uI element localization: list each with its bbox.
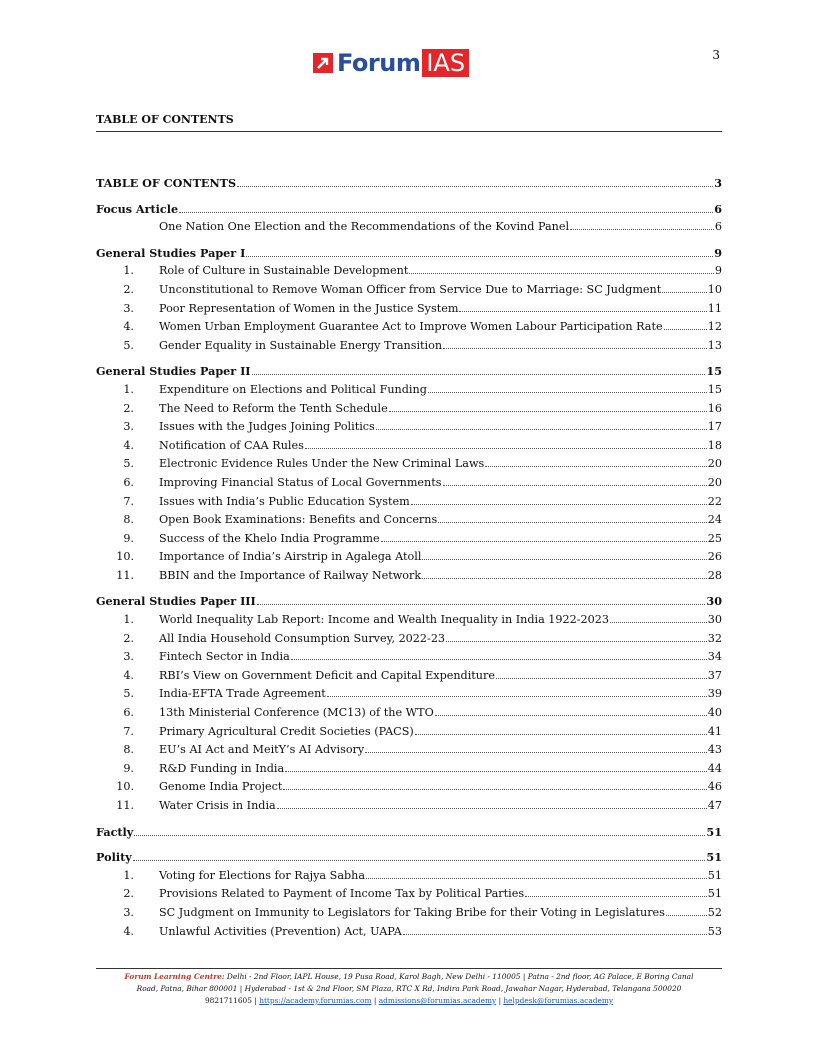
toc-item[interactable] <box>96 725 722 744</box>
toc-entry-title: BBIN and the Importance of Railway Network <box>159 568 422 582</box>
toc-entry-title: Fintech Sector in India <box>159 650 290 664</box>
toc-entry-title: World Inequality Lab Report: Income and Wealth Inequality in India 1922-2023 <box>159 613 610 627</box>
toc-entry-title: Unlawful Activities (Prevention) Act, UAPA <box>159 924 402 938</box>
website-link[interactable]: https://academy.forumias.com <box>259 996 372 1005</box>
toc-item-number: 10. <box>116 780 134 794</box>
toc-entry-title: Gender Equality in Sustainable Energy Transition <box>159 338 443 352</box>
toc-item-number: 1. <box>123 868 134 882</box>
dot-leader <box>570 229 714 230</box>
toc-section-heading[interactable] <box>96 246 722 265</box>
page-title: TABLE OF CONTENTS <box>96 113 234 126</box>
toc-item[interactable] <box>96 513 722 532</box>
footer-label: Forum Learning Centre: <box>124 972 225 981</box>
toc-page-number: 51 <box>707 868 722 882</box>
toc-item-number: 4. <box>123 924 134 938</box>
toc-item-number: 1. <box>123 264 134 278</box>
toc-page-number: 47 <box>707 799 722 812</box>
toc-entry-title: Water Crisis in India <box>159 799 276 812</box>
dot-leader <box>277 808 707 809</box>
section-gap <box>96 843 722 850</box>
toc-item[interactable] <box>96 613 722 632</box>
dot-leader <box>422 578 707 579</box>
toc-page-number: 51 <box>706 850 722 865</box>
footer-separator: | <box>254 996 257 1005</box>
toc-entry-title: Success of the Khelo India Programme <box>159 531 380 545</box>
section-gap <box>96 239 722 246</box>
toc-page-number: 53 <box>707 924 722 938</box>
toc-item[interactable] <box>96 906 722 925</box>
section-gap <box>96 357 722 364</box>
toc-item-number: 2. <box>123 887 134 901</box>
toc-item[interactable] <box>96 457 722 476</box>
toc-item[interactable] <box>96 420 722 439</box>
toc-item-number: 3. <box>123 301 134 315</box>
toc-item[interactable] <box>96 302 722 321</box>
toc-page-number: 10 <box>707 282 722 296</box>
dot-leader <box>411 504 707 505</box>
dot-leader <box>283 789 706 790</box>
toc-item-number: 5. <box>123 338 134 352</box>
toc-page-number: 37 <box>707 668 722 682</box>
toc-page-number: 16 <box>707 401 722 415</box>
dot-leader <box>443 348 707 349</box>
toc-item-number: 8. <box>123 743 134 757</box>
dot-leader <box>438 522 707 523</box>
toc-page-number: 11 <box>707 301 722 315</box>
toc-item[interactable] <box>96 476 722 495</box>
toc-page-number: 28 <box>707 568 722 582</box>
dot-leader <box>133 860 706 861</box>
footer-phone: 9821711605 <box>204 996 252 1005</box>
toc-page-number: 20 <box>707 475 722 489</box>
toc-entry-title: Women Urban Employment Guarantee Act to Improve Women Labour Participation Rate <box>159 320 663 334</box>
toc-item-number: 9. <box>123 531 134 545</box>
toc-entry-title: Genome India Project <box>159 780 283 794</box>
toc-item[interactable] <box>96 439 722 458</box>
toc-entry-title: Improving Financial Status of Local Governments <box>159 475 442 489</box>
toc-entry-title: Factly <box>96 824 134 839</box>
toc-item[interactable] <box>96 402 722 421</box>
toc-section-heading[interactable] <box>96 202 722 221</box>
table-of-contents <box>96 176 722 943</box>
section-gap <box>96 195 722 202</box>
toc-entry-title: Electronic Evidence Rules Under the New Criminal Laws <box>159 457 485 471</box>
dot-leader <box>366 878 707 879</box>
toc-item[interactable] <box>96 550 722 569</box>
dot-leader <box>610 622 707 623</box>
toc-entry-title: Focus Article <box>96 201 179 216</box>
toc-entry-title: TABLE OF CONTENTS <box>96 176 237 190</box>
toc-item[interactable] <box>96 887 722 906</box>
toc-item-number: 10. <box>116 550 134 564</box>
admissions-email-link[interactable]: admissions@forumias.academy <box>378 996 497 1005</box>
dot-leader <box>485 466 706 467</box>
footer-address-line2: Road, Patna, Bihar 800001 | Hyderabad - 1st & 2nd Floor, SM Plaza, RTC X Rd, Indira Park Road, Jawahar Nagar, Hyderabad, Telangana 500020 <box>136 984 682 993</box>
toc-entry-title: RBI’s View on Government Deficit and Capital Expenditure <box>159 668 495 682</box>
dot-leader <box>257 604 706 605</box>
toc-section-heading[interactable] <box>96 850 722 869</box>
toc-page-number: 51 <box>706 824 722 839</box>
toc-item[interactable] <box>96 320 722 339</box>
toc-page-number: 30 <box>707 613 722 627</box>
toc-item[interactable] <box>96 925 722 944</box>
toc-page-number: 46 <box>707 780 722 794</box>
toc-page-number: 41 <box>707 724 722 738</box>
toc-section-heading[interactable] <box>96 364 722 383</box>
dot-leader <box>662 292 706 293</box>
toc-item[interactable] <box>96 220 722 239</box>
toc-item[interactable] <box>96 283 722 302</box>
toc-entry-title: General Studies Paper II <box>96 364 251 379</box>
toc-item[interactable] <box>96 264 722 283</box>
toc-item-number: 2. <box>123 631 134 645</box>
dot-leader <box>291 659 707 660</box>
toc-item[interactable] <box>96 532 722 551</box>
toc-item[interactable] <box>96 706 722 725</box>
toc-page-number: 32 <box>707 631 722 645</box>
toc-entry-title: Importance of India’s Airstrip in Agalega Atoll <box>159 550 422 564</box>
dot-leader <box>252 374 706 375</box>
toc-entry-title: The Need to Reform the Tenth Schedule <box>159 401 388 415</box>
toc-item-number: 5. <box>123 457 134 471</box>
toc-page-number: 20 <box>707 457 722 471</box>
section-gap <box>96 818 722 825</box>
footer-separator: | <box>373 996 377 1005</box>
toc-page-number: 30 <box>706 594 722 609</box>
toc-page-number: 17 <box>707 420 722 434</box>
dot-leader <box>525 896 707 897</box>
toc-item[interactable] <box>96 780 722 799</box>
toc-page-number: 22 <box>707 494 722 508</box>
toc-item-number: 3. <box>123 905 134 919</box>
dot-leader <box>389 411 707 412</box>
dot-leader <box>496 678 707 679</box>
toc-entry-title: SC Judgment on Immunity to Legislators for Taking Bribe for their Voting in Legislatures <box>159 905 665 919</box>
header-divider <box>96 131 722 132</box>
toc-page-number: 6 <box>714 201 722 216</box>
toc-section-heading[interactable] <box>96 176 722 195</box>
toc-entry-title: Issues with the Judges Joining Politics <box>159 420 375 434</box>
toc-item-number: 4. <box>123 438 134 452</box>
toc-item-number: 5. <box>123 687 134 701</box>
helpdesk-email-link[interactable]: helpdesk@forumias.academy <box>503 996 614 1005</box>
toc-item[interactable] <box>96 632 722 651</box>
dot-leader <box>435 715 707 716</box>
toc-entry-title: Primary Agricultural Credit Societies (PACS) <box>159 724 414 738</box>
section-gap <box>96 587 722 594</box>
toc-item-number: 1. <box>123 382 134 396</box>
toc-entry-title: 13th Ministerial Conference (MC13) of the WTO <box>159 706 434 720</box>
toc-page-number: 6 <box>714 220 722 234</box>
toc-item-number: 7. <box>123 724 134 738</box>
footer <box>96 971 722 1007</box>
toc-item-number: 4. <box>123 668 134 682</box>
toc-page-number: 15 <box>706 364 722 379</box>
dot-leader <box>134 835 705 836</box>
toc-page-number: 12 <box>707 320 722 334</box>
toc-item-number: 3. <box>123 650 134 664</box>
toc-item[interactable] <box>96 383 722 402</box>
toc-page-number: 26 <box>707 550 722 564</box>
dot-leader <box>381 541 707 542</box>
toc-page-number: 15 <box>707 382 722 396</box>
toc-item-number: 4. <box>123 320 134 334</box>
toc-item-number: 11. <box>116 799 134 812</box>
toc-page-number: 3 <box>714 176 722 190</box>
footer-divider <box>96 968 722 969</box>
dot-leader <box>664 329 707 330</box>
toc-entry-title: Notification of CAA Rules <box>159 438 304 452</box>
toc-page-number: 39 <box>707 687 722 701</box>
toc-item[interactable] <box>96 650 722 669</box>
dot-leader <box>428 392 707 393</box>
toc-entry-title: General Studies Paper III <box>96 594 256 609</box>
toc-item[interactable] <box>96 799 722 818</box>
toc-item-number: 11. <box>116 568 134 582</box>
toc-item-number: 3. <box>123 420 134 434</box>
toc-entry-title: Poor Representation of Women in the Justice System <box>159 301 459 315</box>
toc-page-number: 25 <box>707 531 722 545</box>
dot-leader <box>376 429 707 430</box>
toc-item[interactable] <box>96 869 722 888</box>
toc-page-number: 43 <box>707 743 722 757</box>
dot-leader <box>415 734 707 735</box>
toc-entry-title: Unconstitutional to Remove Woman Officer from Service Due to Marriage: SC Judgment <box>159 282 662 296</box>
dot-leader <box>237 186 713 187</box>
toc-entry-title: Open Book Examinations: Benefits and Concerns <box>159 513 438 527</box>
logo-ias-text: IAS <box>422 49 469 77</box>
dot-leader <box>409 273 714 274</box>
toc-item-number: 1. <box>123 613 134 627</box>
dot-leader <box>403 934 707 935</box>
toc-entry-title: Expenditure on Elections and Political Funding <box>159 382 427 396</box>
toc-item-number: 8. <box>123 513 134 527</box>
dot-leader <box>666 915 707 916</box>
toc-page-number: 34 <box>707 650 722 664</box>
toc-page-number: 44 <box>707 761 722 775</box>
toc-entry-title: Role of Culture in Sustainable Development <box>159 264 409 278</box>
toc-page-number: 18 <box>707 438 722 452</box>
toc-item-number: 9. <box>123 761 134 775</box>
toc-entry-title: R&D Funding in India <box>159 761 285 775</box>
toc-item[interactable] <box>96 687 722 706</box>
toc-entry-title: EU’s AI Act and MeitY’s AI Advisory <box>159 743 365 757</box>
toc-page-number: 51 <box>707 887 722 901</box>
toc-section-heading[interactable] <box>96 594 722 613</box>
toc-item-number: 2. <box>123 401 134 415</box>
toc-item-number: 6. <box>123 706 134 720</box>
toc-page-number: 13 <box>707 338 722 352</box>
toc-item[interactable] <box>96 669 722 688</box>
toc-item[interactable] <box>96 743 722 762</box>
toc-entry-title: India-EFTA Trade Agreement <box>159 687 326 701</box>
dot-leader <box>327 696 707 697</box>
toc-page-number: 24 <box>707 513 722 527</box>
dot-leader <box>422 559 706 560</box>
toc-page-number: 52 <box>707 905 722 919</box>
toc-item-number: 2. <box>123 282 134 296</box>
dot-leader <box>305 448 707 449</box>
toc-section-heading[interactable] <box>96 825 722 844</box>
footer-separator: | <box>498 996 502 1005</box>
toc-item[interactable] <box>96 569 722 588</box>
dot-leader <box>446 641 707 642</box>
dot-leader <box>179 212 713 213</box>
toc-item-number: 7. <box>123 494 134 508</box>
toc-page-number: 40 <box>707 706 722 720</box>
toc-item[interactable] <box>96 339 722 358</box>
toc-page-number: 9 <box>714 245 722 260</box>
toc-page-number: 9 <box>714 264 722 278</box>
dot-leader <box>443 485 707 486</box>
page-number: 3 <box>712 48 720 62</box>
toc-item[interactable] <box>96 495 722 514</box>
dot-leader <box>246 256 713 257</box>
dot-leader <box>365 752 707 753</box>
logo-forum-text: Forum <box>337 49 421 77</box>
footer-address-line1: Delhi - 2nd Floor, IAPL House, 19 Pusa Road, Karol Bagh, New Delhi - 110005 | Patna - 2nd floor, AG Palace, E Boring Canal <box>226 972 694 981</box>
toc-entry-title: Issues with India’s Public Education System <box>159 494 410 508</box>
dot-leader <box>285 771 707 772</box>
toc-entry-title: Polity <box>96 850 132 865</box>
toc-item-number: 6. <box>123 475 134 489</box>
toc-item[interactable] <box>96 762 722 781</box>
toc-entry-title: Provisions Related to Payment of Income Tax by Political Parties <box>159 887 525 901</box>
toc-entry-title: Voting for Elections for Rajya Sabha <box>159 868 366 882</box>
forumias-logo <box>313 49 469 77</box>
toc-entry-title: All India Household Consumption Survey, 2022-23 <box>159 631 446 645</box>
arrow-up-right-icon <box>313 53 333 73</box>
toc-entry-title: One Nation One Election and the Recommendations of the Kovind Panel <box>159 220 570 234</box>
toc-entry-title: General Studies Paper I <box>96 245 246 260</box>
dot-leader <box>459 311 706 312</box>
